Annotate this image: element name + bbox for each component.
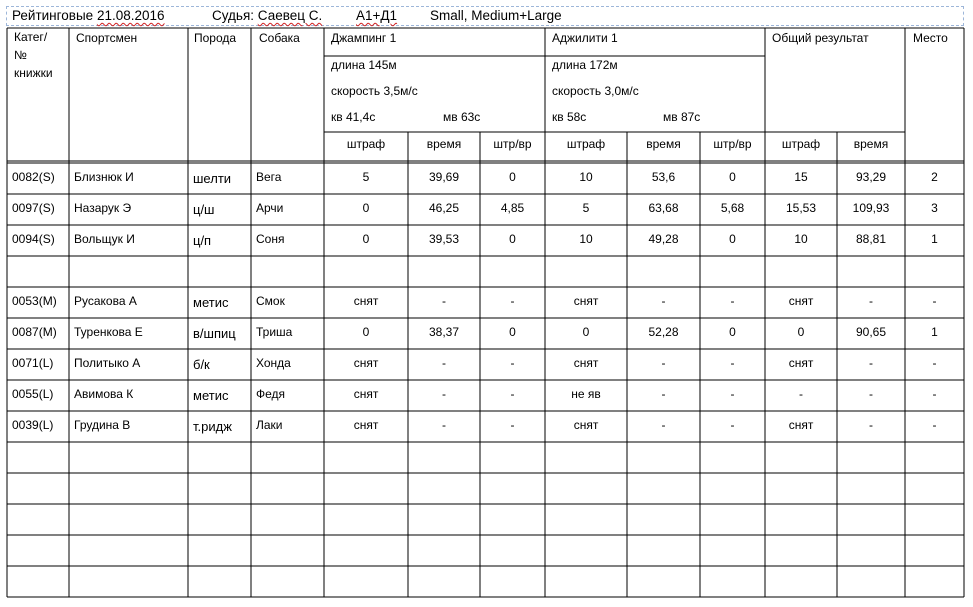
header-dog: Собака: [259, 31, 300, 45]
cell-agility-penalty: снят: [573, 356, 599, 370]
cell-category: 0039(L): [12, 418, 54, 432]
cell-agility-penalty: 10: [579, 170, 593, 184]
cell-place: 3: [931, 201, 938, 215]
cell-dog: Смок: [256, 294, 285, 308]
cell-dog: Триша: [256, 325, 293, 339]
title-event-name: Рейтинговые: [12, 8, 94, 23]
cell-agility-penalty: не яв: [571, 387, 601, 401]
cell-agility-time: -: [661, 387, 666, 401]
cell-jumping-pen-time: -: [510, 356, 515, 370]
cell-overall-time: -: [869, 387, 873, 401]
cell-dog: Вега: [256, 170, 282, 184]
agility-mv: мв 87с: [663, 110, 701, 124]
cell-agility-pen-time: 5,68: [720, 201, 745, 215]
agility-length: длина 172м: [552, 58, 618, 72]
cell-agility-penalty: 5: [582, 201, 590, 215]
cell-jumping-penalty: 5: [362, 170, 370, 184]
agility-kv: кв 58с: [552, 110, 587, 124]
cell-jumping-pen-time: -: [510, 387, 515, 401]
cell-breed: метис: [193, 295, 229, 310]
cell-jumping-penalty: снят: [353, 387, 379, 401]
cell-jumping-time: 39,69: [428, 170, 460, 184]
cell-athlete: Русакова А: [74, 294, 137, 308]
cell-dog: Арчи: [256, 201, 284, 215]
cell-jumping-time: -: [442, 294, 446, 308]
cell-breed: ц/ш: [193, 202, 215, 217]
cell-dog: Соня: [256, 232, 285, 246]
cell-dog: Федя: [256, 387, 286, 401]
agility-name: Аджилити 1: [552, 31, 618, 45]
cell-jumping-pen-time: 0: [509, 232, 516, 246]
cell-category: 0055(L): [12, 387, 54, 401]
cell-agility-penalty: 0: [582, 325, 590, 339]
title-date: 21.08.2016: [96, 8, 165, 23]
cell-breed: ц/п: [193, 233, 212, 248]
cell-agility-time: 52,28: [648, 325, 679, 339]
jumping-mv: мв 63с: [443, 110, 481, 124]
cell-place: -: [932, 294, 937, 308]
cell-category: 0097(S): [12, 201, 55, 215]
cell-category: 0053(M): [12, 294, 57, 308]
cell-place: -: [932, 387, 937, 401]
title-judge-name: Саевец С.: [257, 8, 323, 23]
cell-jumping-penalty: 0: [362, 325, 370, 339]
cell-jumping-time: 39,53: [428, 232, 460, 246]
cell-jumping-pen-time: 4,85: [500, 201, 525, 215]
cell-agility-time: 63,68: [648, 201, 679, 215]
title-classes: А1+Д1: [356, 8, 398, 23]
title-judge-label: Судья:: [212, 8, 255, 23]
header-number: №: [14, 48, 27, 62]
cell-breed: шелти: [193, 171, 232, 186]
header-athlete: Спортсмен: [76, 31, 138, 45]
cell-category: 0071(L): [12, 356, 54, 370]
cell-jumping-pen-time: -: [510, 418, 515, 432]
cell-category: 0087(M): [12, 325, 57, 339]
overall-penalty-header: штраф: [781, 137, 821, 151]
cell-place: 2: [931, 170, 938, 184]
agility-time-header: время: [646, 137, 681, 151]
cell-jumping-penalty: снят: [353, 294, 379, 308]
cell-overall-penalty: 10: [794, 232, 808, 246]
cell-agility-time: -: [661, 356, 666, 370]
cell-overall-penalty: снят: [788, 356, 814, 370]
cell-jumping-penalty: снят: [353, 356, 379, 370]
cell-agility-time: 49,28: [648, 232, 679, 246]
cell-athlete: Авимова К: [74, 387, 134, 401]
jumping-length: длина 145м: [331, 58, 397, 72]
cell-agility-time: 53,6: [651, 170, 676, 184]
cell-place: -: [932, 356, 937, 370]
cell-jumping-time: 46,25: [428, 201, 460, 215]
cell-overall-time: 88,81: [855, 232, 887, 246]
cell-dog: Хонда: [256, 356, 291, 370]
cell-athlete: Назарук Э: [74, 201, 132, 215]
cell-agility-penalty: 10: [579, 232, 593, 246]
jumping-name: Джампинг 1: [331, 31, 397, 45]
cell-jumping-time: -: [442, 387, 446, 401]
agility-speed: скорость 3,0м/с: [552, 84, 639, 98]
title-sizes: Small, Medium+Large: [430, 8, 562, 23]
cell-overall-penalty: 15: [794, 170, 808, 184]
cell-overall-time: 93,29: [855, 170, 887, 184]
cell-agility-pen-time: -: [730, 387, 735, 401]
cell-breed: т.ридж: [193, 419, 232, 434]
cell-agility-pen-time: 0: [729, 325, 736, 339]
cell-overall-time: -: [869, 418, 873, 432]
cell-overall-penalty: 15,53: [785, 201, 817, 215]
cell-breed: б/к: [193, 357, 210, 372]
agility-penalty-header: штраф: [566, 137, 606, 151]
cell-jumping-pen-time: 0: [509, 325, 516, 339]
cell-overall-penalty: снят: [788, 418, 814, 432]
cell-place: -: [932, 418, 937, 432]
jumping-pen-time-header: штр/вр: [493, 137, 532, 151]
cell-place: 1: [931, 232, 938, 246]
agility-pen-time-header: штр/вр: [713, 137, 752, 151]
cell-jumping-penalty: 0: [362, 232, 370, 246]
header-overall: Общий результат: [772, 31, 869, 45]
cell-breed: метис: [193, 388, 229, 403]
cell-athlete: Грудина В: [74, 418, 131, 432]
header-book: книжки: [14, 66, 53, 80]
cell-athlete: Туренкова Е: [74, 325, 143, 339]
cell-agility-pen-time: 0: [729, 170, 736, 184]
jumping-speed: скорость 3,5м/с: [331, 84, 418, 98]
cell-overall-time: 90,65: [855, 325, 887, 339]
cell-jumping-pen-time: -: [510, 294, 515, 308]
cell-overall-penalty: снят: [788, 294, 814, 308]
cell-athlete: Близнюк И: [74, 170, 134, 184]
cell-jumping-penalty: снят: [353, 418, 379, 432]
cell-breed: в/шпиц: [193, 326, 236, 341]
cell-jumping-time: -: [442, 418, 446, 432]
cell-place: 1: [931, 325, 938, 339]
cell-overall-penalty: -: [799, 387, 803, 401]
cell-agility-pen-time: -: [730, 356, 735, 370]
cell-jumping-time: -: [442, 356, 446, 370]
header-breed: Порода: [194, 31, 237, 45]
jumping-time-header: время: [426, 137, 462, 151]
jumping-penalty-header: штраф: [346, 137, 386, 151]
jumping-kv: кв 41,4с: [331, 110, 376, 124]
cell-category: 0094(S): [12, 232, 55, 246]
cell-agility-penalty: снят: [573, 294, 599, 308]
cell-overall-penalty: 0: [797, 325, 805, 339]
cell-overall-time: -: [869, 356, 873, 370]
header-category: Катег/: [14, 30, 48, 44]
cell-overall-time: -: [869, 294, 873, 308]
cell-agility-time: -: [661, 418, 666, 432]
cell-dog: Лаки: [256, 418, 283, 432]
overall-time-header: время: [853, 137, 889, 151]
cell-agility-time: -: [661, 294, 666, 308]
cell-jumping-pen-time: 0: [509, 170, 516, 184]
cell-agility-pen-time: -: [730, 294, 735, 308]
cell-agility-pen-time: 0: [729, 232, 736, 246]
cell-athlete: Вольщук И: [74, 232, 135, 246]
cell-jumping-time: 38,37: [428, 325, 460, 339]
cell-agility-penalty: снят: [573, 418, 599, 432]
cell-athlete: Политыко А: [74, 356, 141, 370]
cell-category: 0082(S): [12, 170, 55, 184]
cell-jumping-penalty: 0: [362, 201, 370, 215]
cell-agility-pen-time: -: [730, 418, 735, 432]
cell-overall-time: 109,93: [852, 201, 890, 215]
header-place: Место: [913, 31, 948, 45]
